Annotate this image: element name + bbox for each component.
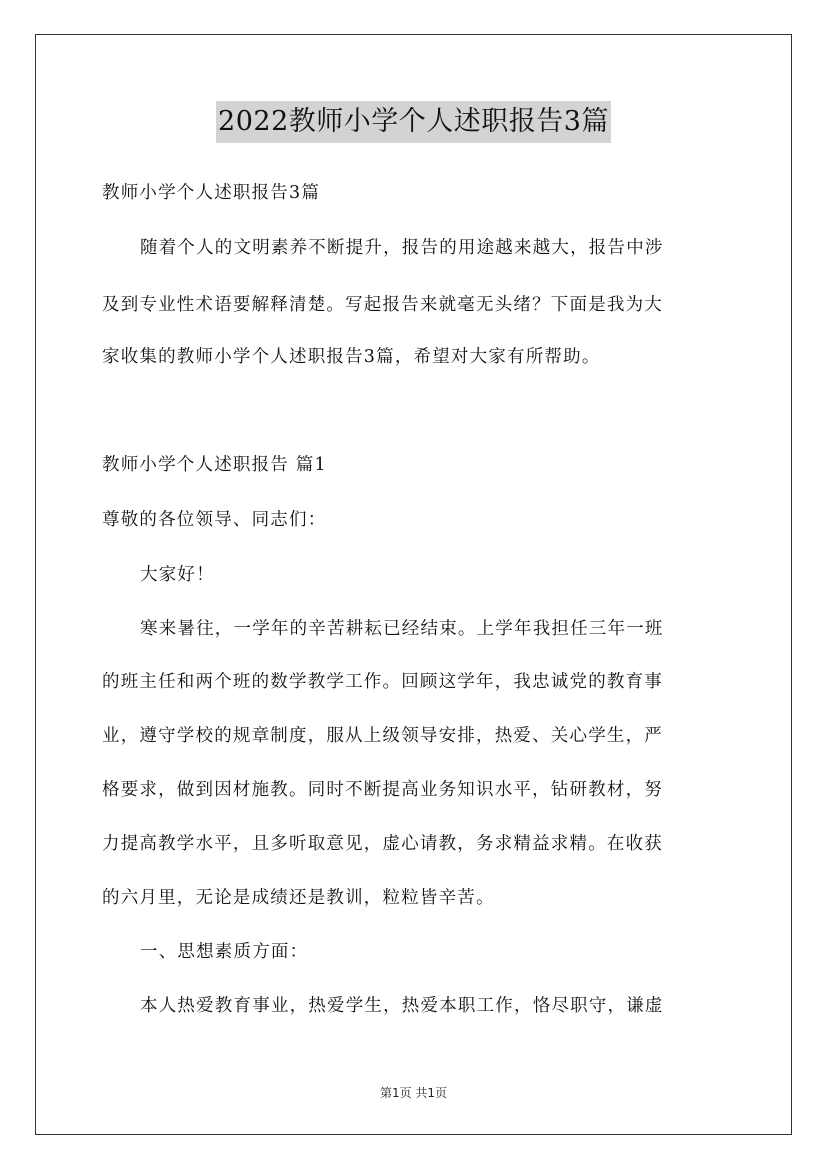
salutation: 尊敬的各位领导、同志们： <box>102 510 327 530</box>
paragraph-line: 力提高教学水平，且多听取意见，虚心请教，务求精益求精。在收获 <box>102 834 663 854</box>
subtitle-line: 教师小学个人述职报告3篇 <box>102 183 321 203</box>
paragraph-line: 寒来暑往，一学年的辛苦耕耘已经结束。上学年我担任三年一班 <box>140 619 664 639</box>
document-title <box>0 100 827 143</box>
section-heading: 教师小学个人述职报告 篇1 <box>102 455 327 475</box>
paragraph-line: 业，遵守学校的规章制度，服从上级领导安排，热爱、关心学生，严 <box>102 726 663 746</box>
paragraph-line: 随着个人的文明素养不断提升，报告的用途越来越大，报告中涉 <box>140 238 664 258</box>
page-footer: 第1页 共1页 <box>379 1086 448 1100</box>
paragraph-line: 的班主任和两个班的数学教学工作。回顾这学年，我忠诚党的教育事 <box>102 672 663 692</box>
paragraph-line: 的六月里，无论是成绩还是教训，粒粒皆辛苦。 <box>102 888 495 908</box>
paragraph-line: 及到专业性术语要解释清楚。写起报告来就毫无头绪？下面是我为大 <box>102 295 663 315</box>
paragraph-line: 格要求，做到因材施教。同时不断提高业务知识水平，钻研教材，努 <box>102 780 663 800</box>
subsection-heading: 一、思想素质方面： <box>140 942 309 962</box>
paragraph-line: 本人热爱教育事业，热爱学生，热爱本职工作，恪尽职守，谦虚 <box>140 996 664 1016</box>
paragraph-line: 家收集的教师小学个人述职报告3篇，希望对大家有所帮助。 <box>102 347 601 367</box>
document-title-text: 2022教师小学个人述职报告3篇 <box>216 101 611 143</box>
greeting: 大家好！ <box>140 565 215 585</box>
